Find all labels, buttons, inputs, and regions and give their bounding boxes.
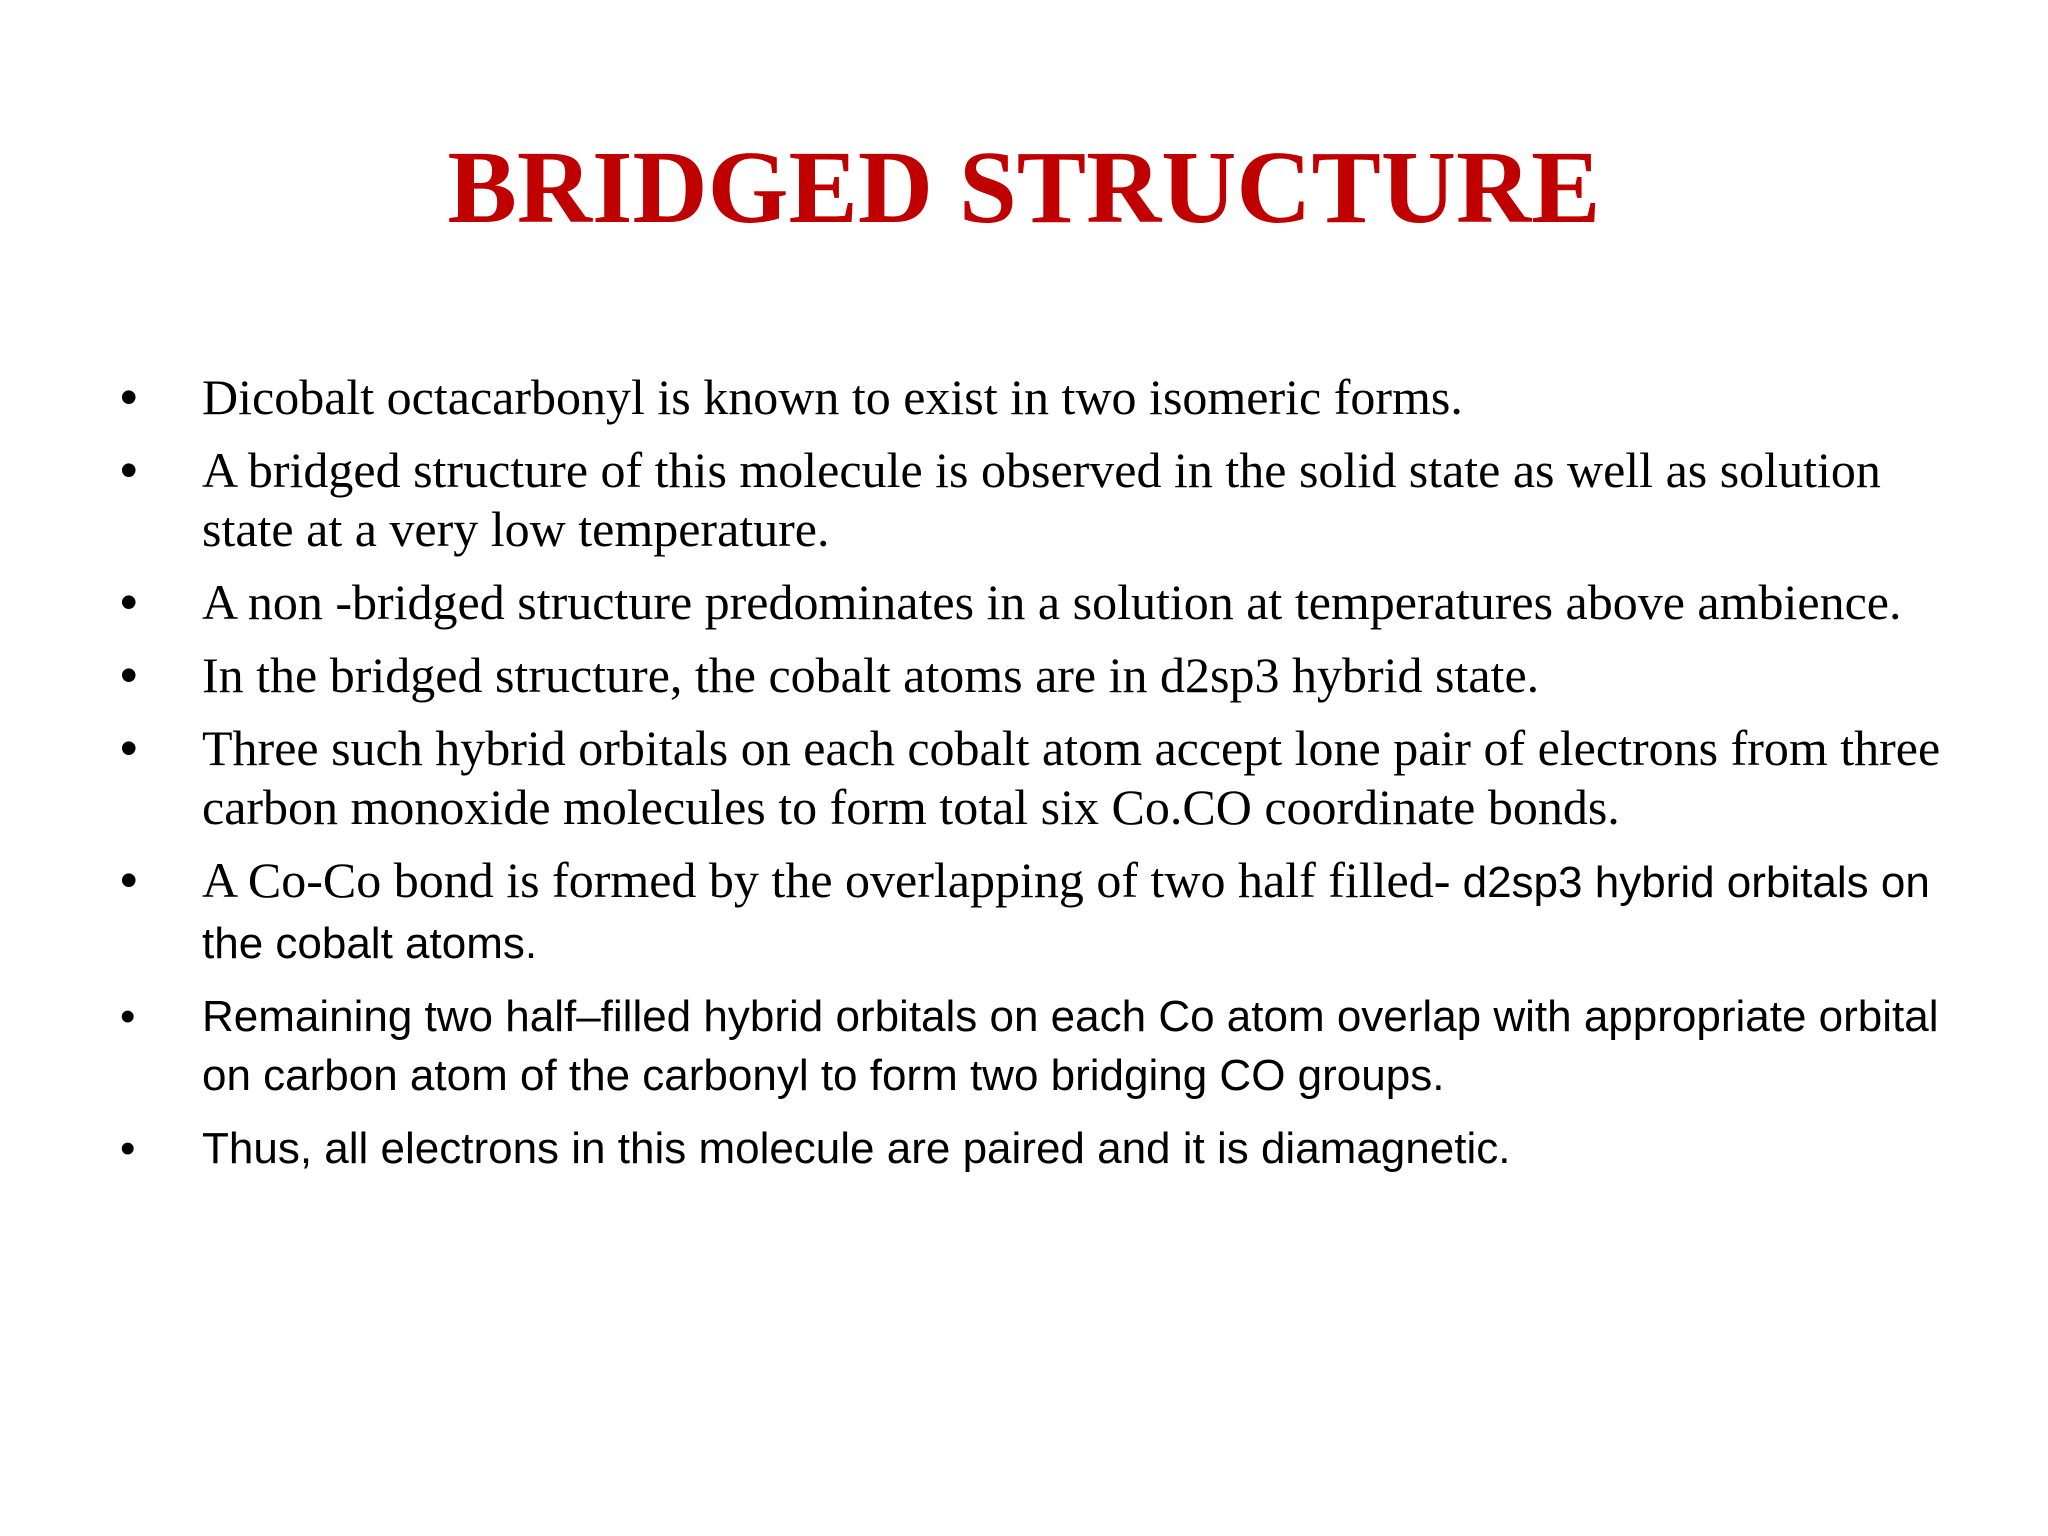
- bullet-list: [120, 368, 1970, 1192]
- bullet-dot-icon: •: [120, 852, 138, 908]
- bullet-text: Thus, all electrons in this molecule are paired and it is diamagnetic.: [202, 1124, 1511, 1173]
- bullet-item-1: [120, 368, 1970, 427]
- bullet-dot-icon: •: [120, 574, 138, 630]
- bullet-item-8: [120, 1119, 1970, 1178]
- bullet-text: Dicobalt octacarbonyl is known to exist in two isomeric forms.: [202, 369, 1463, 425]
- bullet-dot-icon: •: [120, 369, 138, 425]
- bullet-item-5: [120, 719, 1970, 837]
- bullet-item-6: [120, 851, 1970, 973]
- bullet-text-sans-part: d2sp3 hybrid orbitals on the cobalt atoms.: [202, 858, 1930, 968]
- bullet-item-7: [120, 987, 1970, 1105]
- bullet-text: In the bridged structure, the cobalt atoms are in d2sp3 hybrid state.: [202, 647, 1540, 703]
- bullet-dot-icon: •: [120, 720, 138, 776]
- bullet-dot-icon: •: [120, 442, 138, 498]
- bullet-text: A bridged structure of this molecule is observed in the solid state as well as solution state at a very low temperature.: [202, 442, 1881, 557]
- bullet-dot-icon: •: [120, 992, 136, 1041]
- bullet-dot-icon: •: [120, 1124, 136, 1173]
- bullet-item-2: [120, 441, 1970, 559]
- bullet-text: A non -bridged structure predominates in a solution at temperatures above ambience.: [202, 574, 1902, 630]
- bullet-dot-icon: •: [120, 647, 138, 703]
- bullet-text-serif-part: A Co-Co bond is formed by the overlapping of two half filled-: [202, 852, 1451, 908]
- bullet-item-4: [120, 646, 1970, 705]
- bullet-text: Three such hybrid orbitals on each cobalt atom accept lone pair of electrons from three carbon monoxide molecules to form total six Co.CO coordinate bonds.: [202, 720, 1941, 835]
- bullet-item-3: [120, 573, 1970, 632]
- slide-title: BRIDGED STRUCTURE: [447, 130, 1601, 245]
- bullet-text: Remaining two half–filled hybrid orbitals on each Co atom overlap with appropriate orbital on carbon atom of the carbonyl to form two bridging CO groups.: [202, 992, 1939, 1100]
